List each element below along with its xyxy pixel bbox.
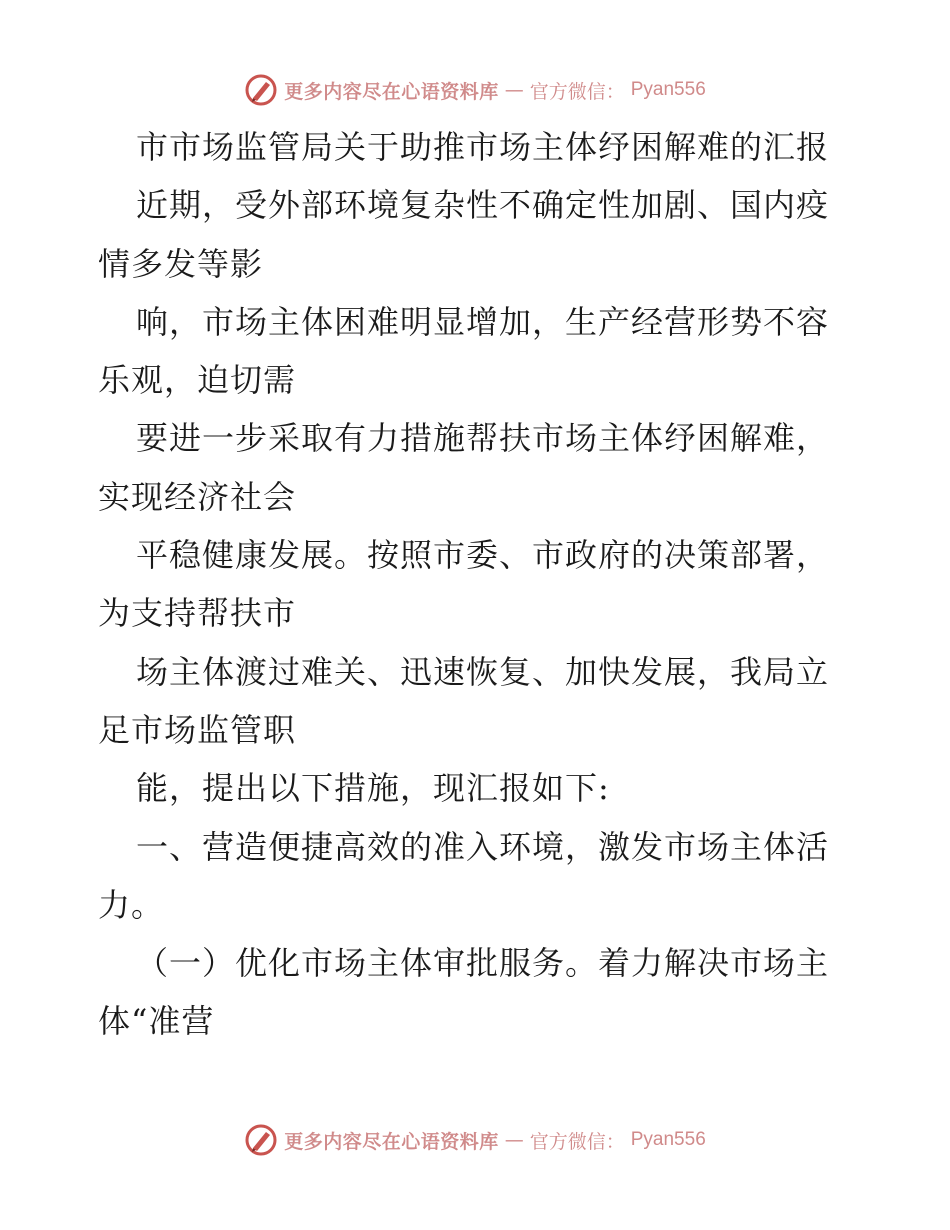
document-line: 响，市场主体困难明显增加，生产经营形势不容 xyxy=(136,302,830,341)
watermark-wechat-id: Pyan556 xyxy=(630,1129,706,1150)
document-line: 实现经济社会 xyxy=(98,477,297,516)
watermark-brand: 更多内容尽在心语资料库 xyxy=(284,80,499,103)
watermark-wechat-label: 官方微信： xyxy=(529,80,625,103)
document-line: 足市场监管职 xyxy=(98,710,297,749)
document-line: 能，提出以下措施，现汇报如下: xyxy=(136,769,610,808)
pen-circle-logo-icon xyxy=(244,73,278,107)
document-line: 情多发等影 xyxy=(98,244,264,283)
document-line: 体“准营 xyxy=(98,1002,215,1041)
document-line: 要进一步采取有力措施帮扶市场主体纾困解难， xyxy=(136,419,830,458)
document-line: 平稳健康发展。按照市委、市政府的决策部署， xyxy=(136,536,830,575)
document-line: 市市场监管局关于助推市场主体纾困解难的汇报 xyxy=(136,128,830,166)
watermark-footer xyxy=(0,1120,950,1160)
watermark-dash: — xyxy=(504,1129,524,1151)
document-line: 乐观，迫切需 xyxy=(98,361,297,400)
document-line: 近期，受外部环境复杂性不确定性加剧、国内疫 xyxy=(136,186,830,225)
document-line: 力。 xyxy=(98,885,165,924)
document-body xyxy=(98,118,858,1051)
watermark-dash: — xyxy=(504,79,524,101)
watermark-header xyxy=(0,70,950,110)
document-line: 场主体渡过难关、迅速恢复、加快发展，我局立 xyxy=(136,652,830,691)
pen-circle-logo-icon xyxy=(244,1123,278,1157)
watermark-brand: 更多内容尽在心语资料库 xyxy=(284,1130,499,1153)
watermark-wechat-id: Pyan556 xyxy=(630,79,706,100)
watermark-wechat-label: 官方微信： xyxy=(529,1130,625,1153)
document-line: （一）优化市场主体审批服务。着力解决市场主 xyxy=(136,944,830,983)
document-line: 一、营造便捷高效的准入环境，激发市场主体活 xyxy=(136,827,830,866)
document-line: 为支持帮扶市 xyxy=(98,594,297,633)
